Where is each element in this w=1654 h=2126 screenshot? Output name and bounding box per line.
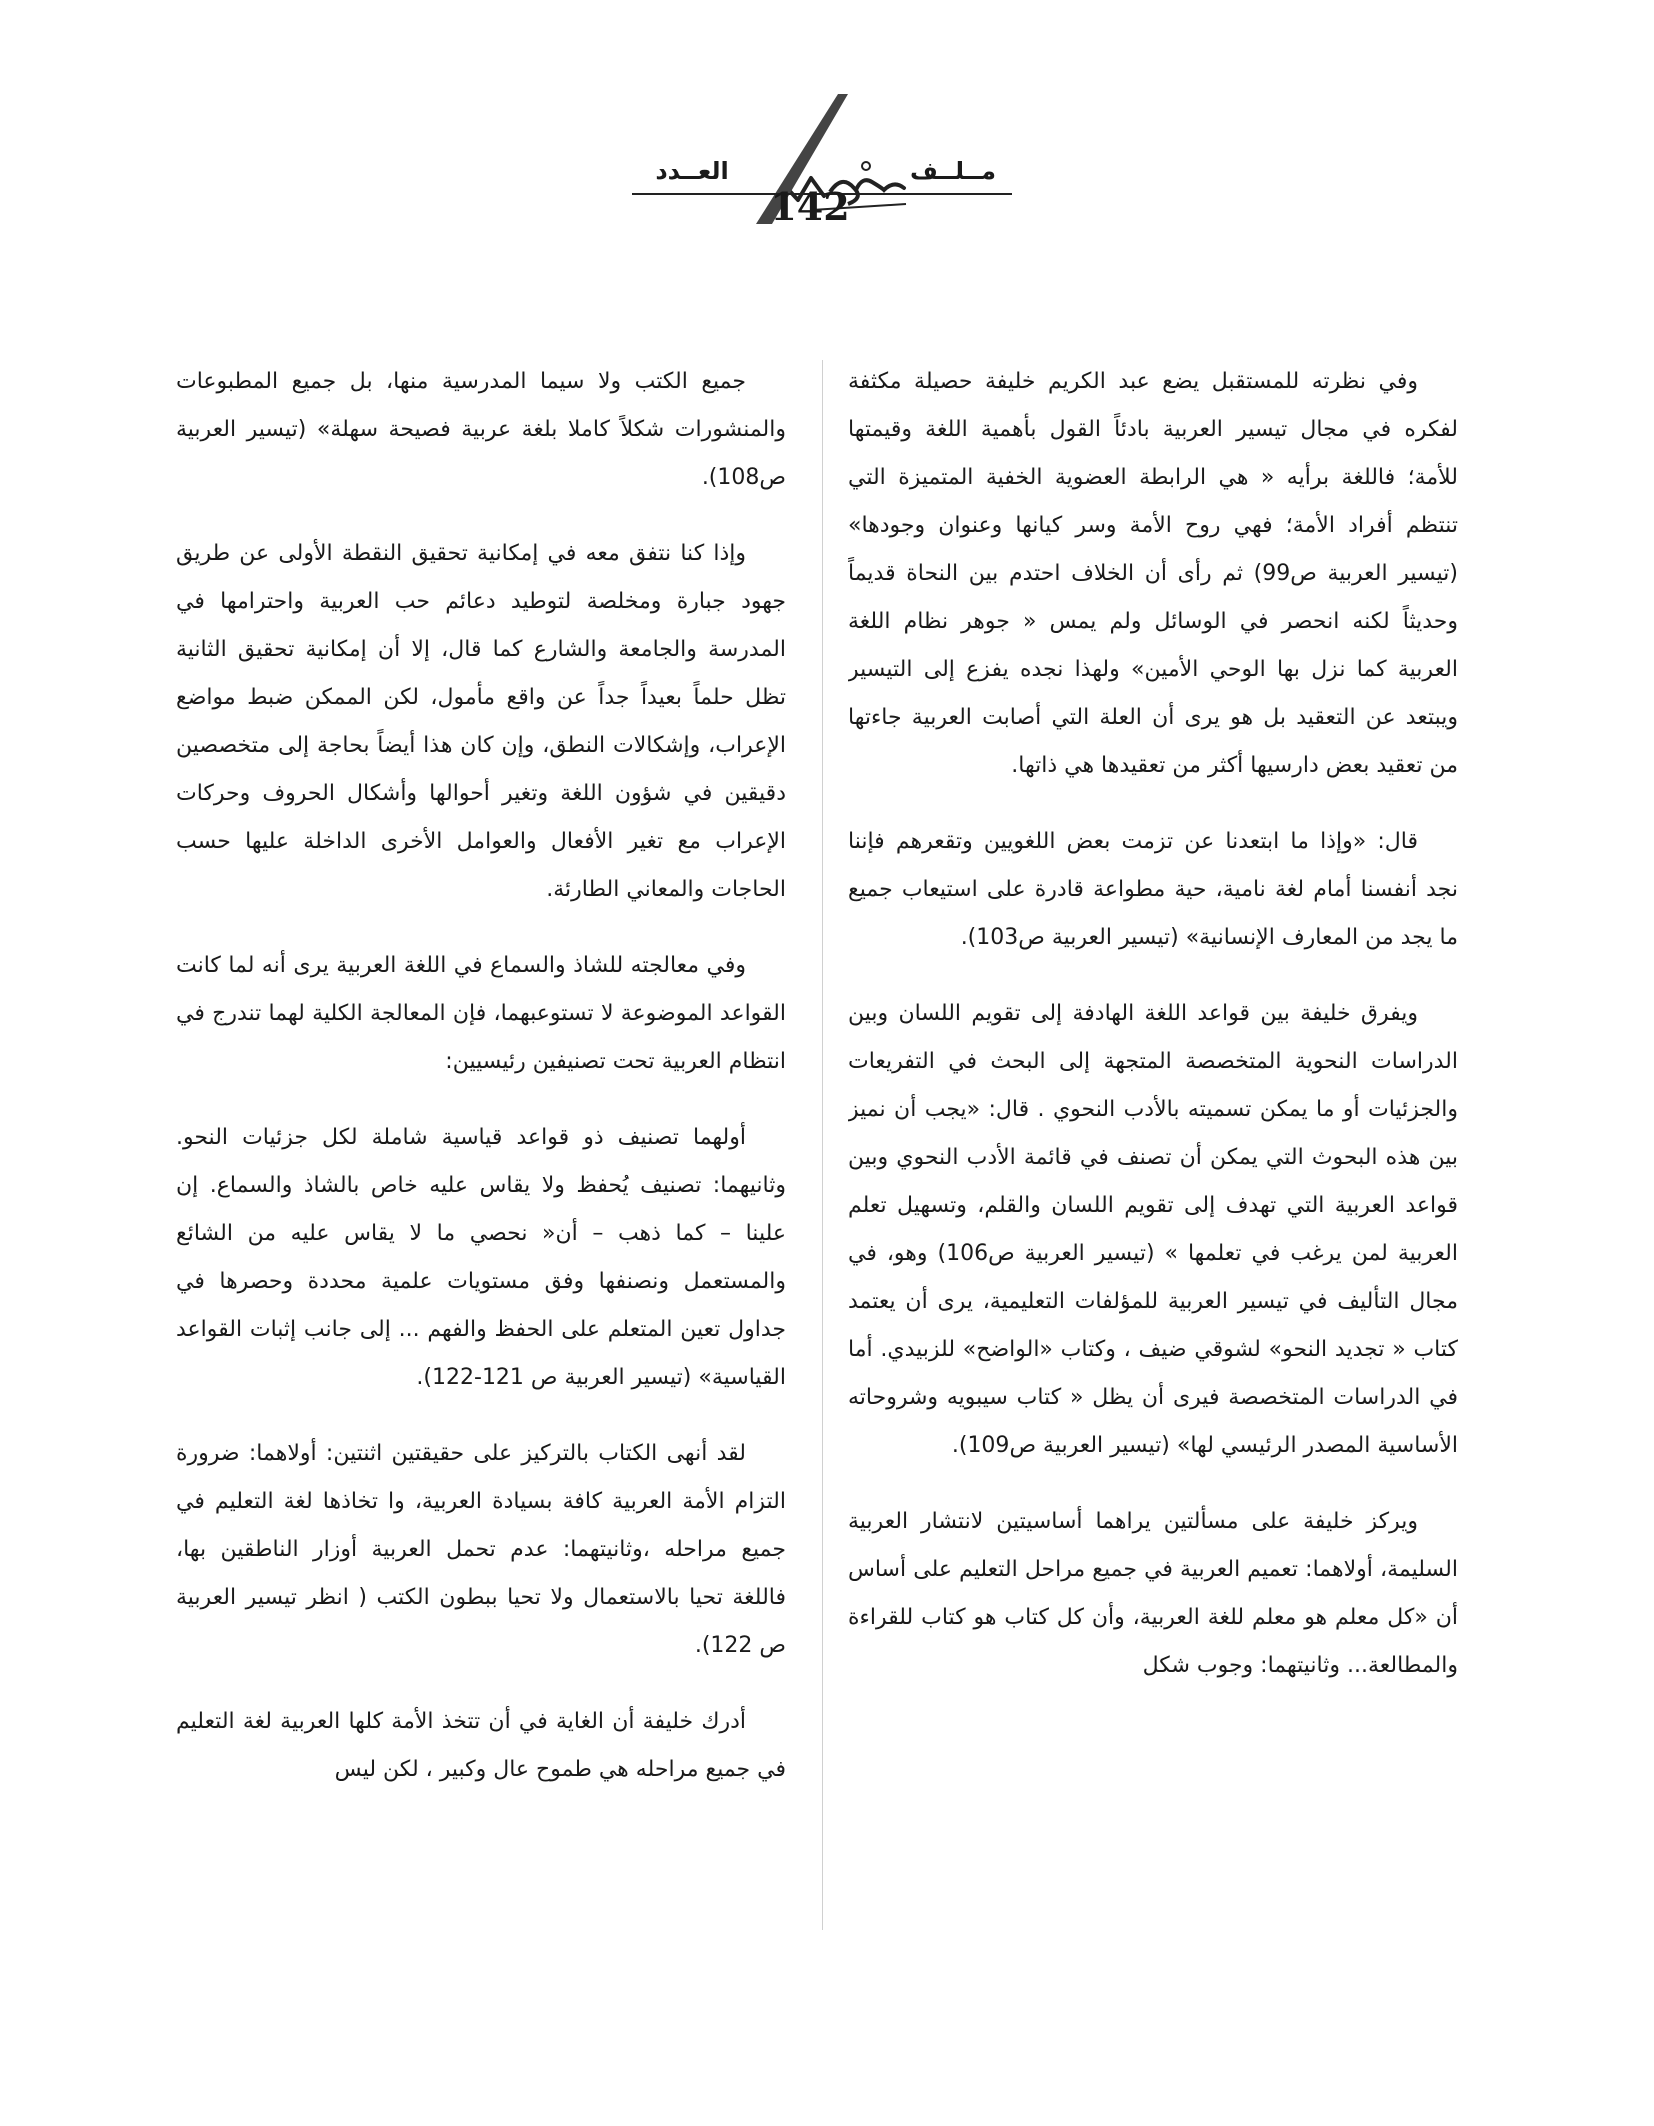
paragraph: ويركز خليفة على مسألتين يراهما أساسيتين لانتشار العربية السليمة، أولاهما: تعميم العربية في جميع مراحل التعليم على أساس أن «كل معلم هو معلم للغة العربية، وأن كل كتاب هو كتاب للقراءة والمطالعة... وثانيتهما: وجوب شكل: [848, 1509, 1458, 1678]
right-column: [848, 358, 1458, 1938]
left-column: [176, 358, 786, 1938]
paragraph: وفي نظرته للمستقبل يضع عبد الكريم خليفة حصيلة مكثفة لفكره في مجال تيسير العربية بادئاً القول بأهمية اللغة وقيمتها للأمة؛ فاللغة برأيه « هي الرابطة العضوية الخفية المتميزة التي تنتظم أفراد الأمة؛ فهي روح الأمة وسر كيانها وعنوان وجودها» (تيسير العربية ص99) ثم رأى أن الخلاف احتدم بين النحاة قديماً وحديثاً لكنه انحصر في الوسائل ولم يمس « جوهر نظام اللغة العربية كما نزل بها الوحي الأمين» ولهذا نجده يفزع إلى التيسير ويبتعد عن التعقيد بل هو يرى أن العلة التي أصابت العربية جاءتها من تعقيد بعض دارسيها أكثر من تعقيدها هي ذاتها.: [848, 369, 1458, 778]
page-header: [0, 92, 1654, 242]
paragraph: وإذا كنا نتفق معه في إمكانية تحقيق النقطة الأولى عن طريق جهود جبارة ومخلصة لتوطيد دعائم حب العربية واحترامها في المدرسة والجامعة والشارع كما قال، إلا أن إمكانية تحقيق الثانية تظل حلماً بعيداً جداً عن واقع مأمول، لكن الممكن ضبط مواضع الإعراب، وإشكالات النطق، وإن كان هذا أيضاً بحاجة إلى متخصصين دقيقين في شؤون اللغة وتغير أحوالها وأشكال الحروف وحركات الإعراب مع تغير الأفعال والعوامل الأخرى الداخلة عليها حسب الحاجات والمعاني الطارئة.: [176, 541, 786, 902]
page-number: 142: [770, 184, 850, 229]
paragraph: أدرك خليفة أن الغاية في أن تتخذ الأمة كلها العربية لغة التعليم في جميع مراحله هي طموح عال وكبير ، لكن ليس: [176, 1709, 786, 1782]
column-divider: [822, 360, 823, 1930]
paragraph: وفي معالجته للشاذ والسماع في اللغة العربية يرى أنه لما كانت القواعد الموضوعة لا تستوعبهما، فإن المعالجة الكلية لهما تندرج في انتظام العربية تحت تصنيفين رئيسيين:: [176, 953, 786, 1074]
paragraph: ويفرق خليفة بين قواعد اللغة الهادفة إلى تقويم اللسان وبين الدراسات النحوية المتخصصة المتجهة إلى البحث في التفريعات والجزئيات أو ما يمكن تسميته بالأدب النحوي . قال: «يجب أن نميز بين هذه البحوث التي يمكن أن تصنف في قائمة الأدب النحوي وبين قواعد العربية التي تهدف إلى تقويم اللسان والقلم، وتسهيل تعلم العربية لمن يرغب في تعلمها » (تيسير العربية ص106) وهو، في مجال التأليف في تيسير العربية للمؤلفات التعليمية، يرى أن يعتمد كتاب « تجديد النحو» لشوقي ضيف ، وكتاب «الواضح» للزبيدي. أما في الدراسات المتخصصة فيرى أن يظل « كتاب سيبويه وشروحاته الأساسية المصدر الرئيسي لها» (تيسير العربية ص109).: [848, 1001, 1458, 1458]
paragraph: جميع الكتب ولا سيما المدرسية منها، بل جميع المطبوعات والمنشورات شكلاً كاملا بلغة عربية فصيحة سهلة» (تيسير العربية ص108).: [176, 369, 786, 490]
issue-label: العــدد: [655, 157, 729, 185]
paragraph: أولهما تصنيف ذو قواعد قياسية شاملة لكل جزئيات النحو. وثانيهما: تصنيف يُحفظ ولا يقاس عليه خاص بالشاذ والسماع. إن علينا – كما ذهب – أن« نحصي ما لا يقاس عليه من الشائع والمستعمل ونصنفها وفق مستويات علمية محددة وحصرها في جداول تعين المتعلم على الحفظ والفهم ... إلى جانب إثبات القواعد القياسية» (تيسير العربية ص 121-122).: [176, 1125, 786, 1390]
section-label: مــلــف: [909, 157, 997, 185]
paragraph: قال: «وإذا ما ابتعدنا عن تزمت بعض اللغويين وتقعرهم فإننا نجد أنفسنا أمام لغة نامية، حية مطواعة قادرة على استيعاب جميع ما يجد من المعارف الإنسانية» (تيسير العربية ص103).: [848, 829, 1458, 950]
paragraph: لقد أنهى الكتاب بالتركيز على حقيقتين اثنتين: أولاهما: ضرورة التزام الأمة العربية كافة بسيادة العربية، وا تخاذها لغة التعليم في جميع مراحله ،وثانيتهما: عدم تحمل العربية أوزار الناطقين بها، فاللغة تحيا بالاستعمال ولا تحيا ببطون الكتب ( انظر تيسير العربية ص 122).: [176, 1441, 786, 1658]
